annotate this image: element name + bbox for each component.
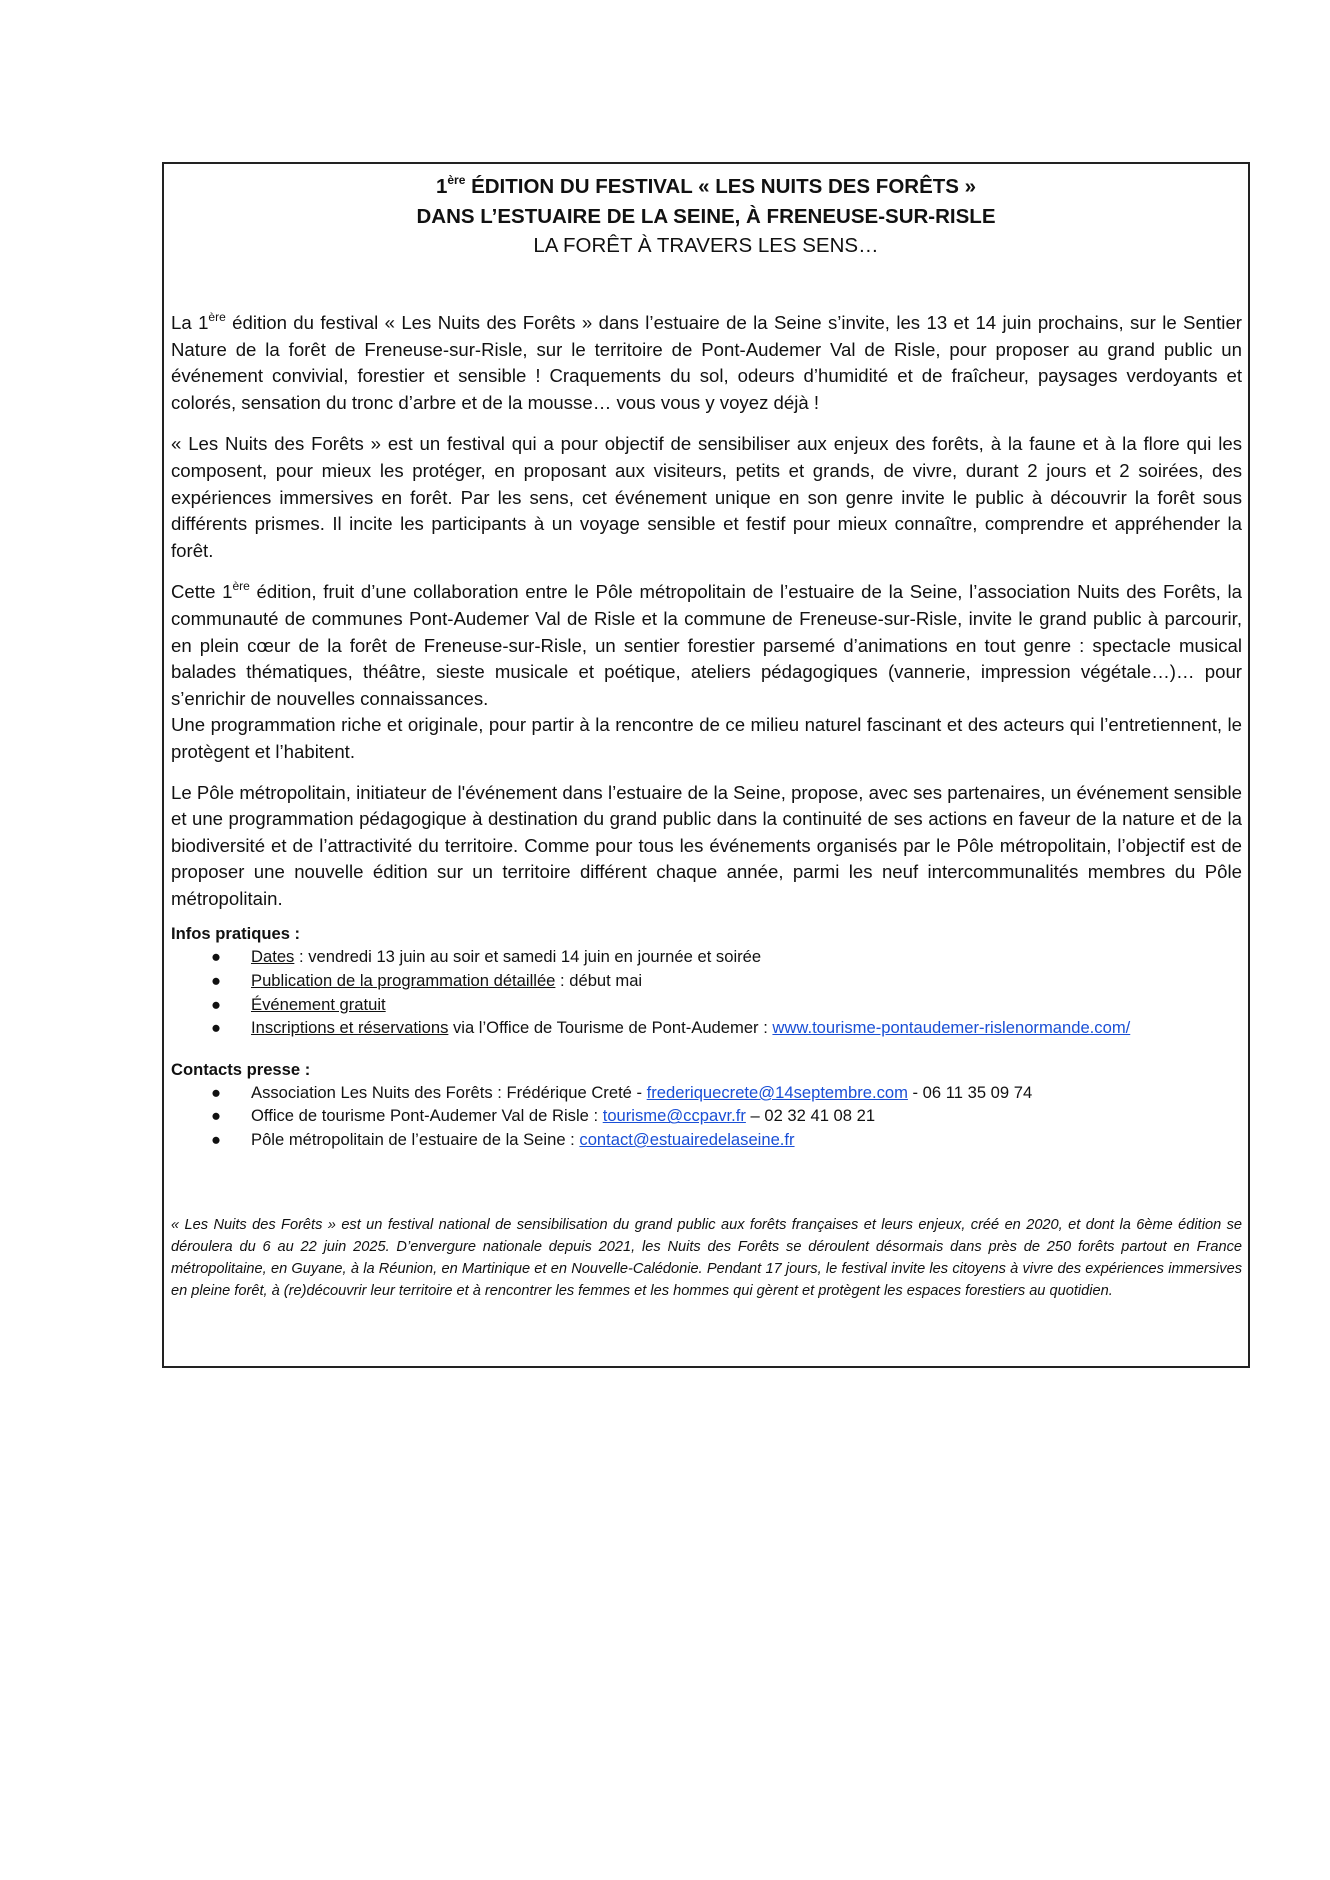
paragraph-collaboration-sup: ère xyxy=(232,579,250,594)
bullet-icon: ● xyxy=(211,971,222,991)
paragraph-intro-pre: La 1 xyxy=(171,312,209,333)
paragraph-collaboration-text: édition, fruit d’une collaboration entre le Pôle métropolitain de l’estuaire de la Seine, l’association Nuits des Forêts, la communauté de communes Pont-Audemer Val de Risle et la commune de Freneuse-sur-Risle, invite le grand public à parcourir, en plein cœur de la forêt de Freneuse-sur-Risle, un sentier forestier parsemé d’animations en tout genre : spectacle musical balades thématiques, théâtre, sieste musicale et poétique, ateliers pédagogiques (vannerie, impression végétale…)… pour s’enrichir de nouvelles connaissances. xyxy=(171,581,1242,709)
bullet-icon: ● xyxy=(211,1018,222,1038)
list-item xyxy=(171,1128,1242,1152)
subtitle: LA FORÊT À TRAVERS LES SENS… xyxy=(533,234,879,257)
press-release-frame xyxy=(162,162,1250,1368)
dates-text: : vendredi 13 juin au soir et samedi 14 juin en journée et soirée xyxy=(294,947,762,967)
press-contacts xyxy=(171,1058,1242,1152)
dates-label: Dates xyxy=(251,947,295,967)
programme-label: Publication de la programmation détaillée xyxy=(251,971,556,991)
title-text: ÉDITION DU FESTIVAL « LES NUITS DES FORÊTS » xyxy=(465,175,977,198)
footnote: « Les Nuits des Forêts » est un festival national de sensibilisation du grand public aux forêts françaises et leurs enjeux, créé en 2020, et dont la 6ème édition se déroulera du 6 au 22 juin 2025. D’envergure nationale depuis 2021, les Nuits des Forêts se déroulent désormais dans près de 250 forêts partout en France métropolitaine, en Guyane, à la Réunion, en Martinique et en Nouvelle-Calédonie. Pendant 17 jours, le festival invite les citoyens à vivre des expériences immersives en pleine forêt, à (re)découvrir leur territoire et à rencontrer les femmes et les hommes qui gèrent et protègent les espaces forestiers au quotidien. xyxy=(171,1216,1242,1299)
contact-1-email-link[interactable]: frederiquecrete@14septembre.com xyxy=(646,1082,908,1102)
contacts-list xyxy=(171,1081,1242,1152)
paragraph-intro xyxy=(171,310,1242,416)
contact-2-phone: – 02 32 41 08 21 xyxy=(745,1106,876,1126)
paragraph-intro-text: édition du festival « Les Nuits des Forêts » dans l’estuaire de la Seine s’invite, les 13 et 14 juin prochains, sur le Sentier Nature de la forêt de Freneuse-sur-Risle, sur le territoire de Pont-Audemer Val de Risle, pour proposer au grand public un événement convivial, forestier et sensible ! Craquements du sol, odeurs d’humidité et de fraîcheur, paysages verdoyants et colorés, sensation du tronc d’arbre et de la mousse… vous vous y voyez déjà ! xyxy=(171,312,1242,413)
bullet-icon: ● xyxy=(211,1130,222,1150)
paragraph-collaboration xyxy=(171,579,1242,712)
title-ordinal-sup: ère xyxy=(447,173,466,188)
programme-text: : début mai xyxy=(555,971,643,991)
list-item xyxy=(171,945,1242,969)
contact-1-phone: - 06 11 35 09 74 xyxy=(907,1082,1033,1102)
contact-3-email-link[interactable]: contact@estuairedelaseine.fr xyxy=(579,1130,795,1150)
paragraph-intro-sup: ère xyxy=(208,309,226,324)
contact-3-text: Pôle métropolitain de l’estuaire de la Seine : xyxy=(251,1130,580,1150)
bullet-icon: ● xyxy=(211,1106,222,1126)
contacts-title: Contacts presse : xyxy=(171,1059,311,1079)
list-item xyxy=(171,1104,1242,1128)
paragraph-collaboration-pre: Cette 1 xyxy=(171,581,233,603)
list-item xyxy=(171,969,1242,993)
title-line-2: DANS L’ESTUAIRE DE LA SEINE, À FRENEUSE-SUR-RISLE xyxy=(416,205,996,228)
registration-label: Inscriptions et réservations xyxy=(251,1018,449,1038)
contact-1-text: Association Les Nuits des Forêts : Frédérique Creté - xyxy=(251,1082,647,1102)
document-body xyxy=(171,310,1242,1302)
document-header xyxy=(164,172,1248,260)
list-item xyxy=(171,993,1242,1017)
infos-list xyxy=(171,945,1242,1039)
list-item xyxy=(171,1081,1242,1105)
bullet-icon: ● xyxy=(211,947,222,967)
title-ordinal: 1 xyxy=(435,175,448,198)
paragraph-programming: Une programmation riche et originale, pour partir à la rencontre de ce milieu naturel fascinant et des acteurs qui l’entretiennent, le protègent et l’habitent. xyxy=(171,714,1242,762)
free-event-label: Événement gratuit xyxy=(251,994,386,1014)
contact-2-text: Office de tourisme Pont-Audemer Val de Risle : xyxy=(251,1106,603,1126)
registration-text: via l’Office de Tourisme de Pont-Audemer : xyxy=(448,1018,773,1038)
bullet-icon: ● xyxy=(211,1082,222,1102)
paragraph-festival-goal: « Les Nuits des Forêts » est un festival qui a pour objectif de sensibiliser aux enjeux des forêts, à la faune et à la flore qui les composent, pour mieux les protéger, en proposant aux visiteurs, petits et grands, de vivre, durant 2 jours et 2 soirées, des expériences immersives en forêt. Par les sens, cet événement unique en son genre invite le public à découvrir la forêt sous différents prismes. Il incite les participants à un voyage sensible et festif pour mieux connaître, comprendre et appréhender la forêt. xyxy=(171,433,1242,561)
bullet-icon: ● xyxy=(211,994,222,1014)
list-item xyxy=(171,1016,1242,1040)
title-line-1 xyxy=(164,172,1248,202)
contact-2-email-link[interactable]: tourisme@ccpavr.fr xyxy=(602,1106,746,1126)
infos-title: Infos pratiques : xyxy=(171,924,301,944)
paragraph-pole: Le Pôle métropolitain, initiateur de l'événement dans l’estuaire de la Seine, propose, avec ses partenaires, un événement sensible et une programmation pédagogique à destination du grand public dans la continuité de ses actions en faveur de la nature et de la biodiversité et de l’attractivité du territoire. Comme pour tous les événements organisés par le Pôle métropolitain, l’objectif est de proposer une nouvelle édition sur un territoire différent chaque année, parmi les neuf intercommunalités membres du Pôle métropolitain. xyxy=(171,781,1242,909)
tourism-website-link[interactable]: www.tourisme-pontaudemer-rislenormande.com/ xyxy=(772,1018,1131,1038)
